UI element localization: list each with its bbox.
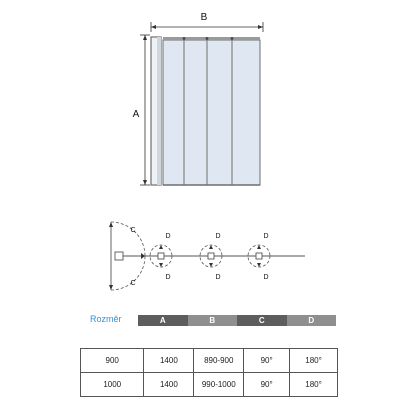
- label-d-1-top: D: [165, 233, 171, 240]
- label-a: A: [132, 109, 140, 120]
- label-c-top: C: [130, 227, 136, 234]
- size-table: [80, 348, 338, 397]
- table-row: [81, 373, 338, 397]
- dimension-a: [133, 35, 150, 185]
- size-legend-header: [138, 315, 336, 326]
- label-d-1-bottom: D: [165, 274, 171, 281]
- table-cell: 180°: [290, 373, 338, 397]
- table-cell: 1400: [144, 349, 194, 373]
- label-b: B: [200, 12, 208, 23]
- hinge-circle-1: [150, 233, 172, 281]
- table-cell: 1400: [144, 373, 194, 397]
- legend-column-a: A: [138, 315, 188, 326]
- table-cell: 90°: [244, 349, 290, 373]
- legend-column-d: D: [287, 315, 337, 326]
- hinge-circle-3: [248, 233, 270, 281]
- screen-front-view: [151, 37, 260, 185]
- table-cell: 90°: [244, 373, 290, 397]
- table-row: [81, 349, 338, 373]
- table-cell: 900: [81, 349, 144, 373]
- legend-column-c: C: [237, 315, 287, 326]
- label-d-2-top: D: [215, 233, 221, 240]
- label-c-bottom: C: [130, 280, 136, 287]
- legend-column-b: B: [188, 315, 238, 326]
- label-d-2-bottom: D: [215, 274, 221, 281]
- table-cell: 890-900: [194, 349, 244, 373]
- table-cell: 180°: [290, 349, 338, 373]
- hinge-circle-2: [200, 233, 222, 281]
- label-d-3-top: D: [263, 233, 269, 240]
- table-cell: 1000: [81, 373, 144, 397]
- size-legend-label: Rozměr: [90, 314, 122, 324]
- label-d-3-bottom: D: [263, 274, 269, 281]
- fold-top-view: [109, 222, 305, 290]
- dimension-b: [151, 12, 263, 32]
- table-cell: 990-1000: [194, 373, 244, 397]
